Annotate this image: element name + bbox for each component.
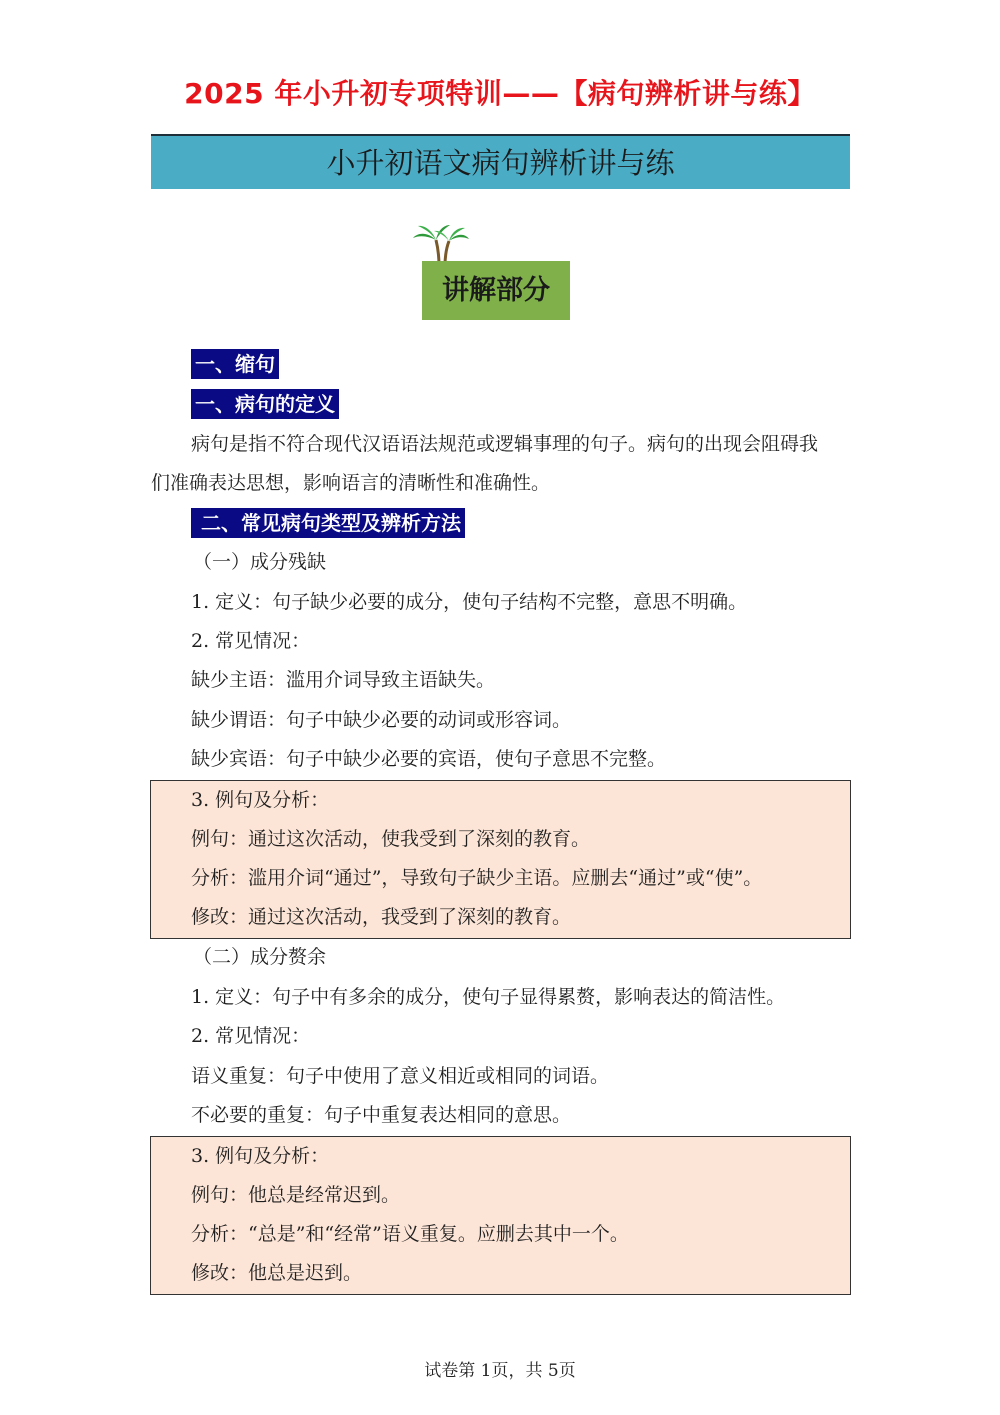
part1-case-2: 缺少谓语：句子中缺少必要的动词或形容词。	[191, 709, 572, 731]
heading-definition: 一、病句的定义	[191, 389, 339, 419]
part2-case-1: 语义重复：句子中使用了意义相近或相同的词语。	[191, 1065, 610, 1087]
definition-line-1: 病句是指不符合现代汉语语法规范或逻辑事理的句子。病句的出现会阻碍我	[191, 433, 819, 455]
part1-title: （一）成分残缺	[193, 551, 327, 573]
part1-cases-label: 2. 常见情况：	[191, 630, 311, 652]
example1-fix: 修改：通过这次活动，我受到了深刻的教育。	[191, 906, 572, 928]
example2-analysis: 分析：“总是”和“经常”语义重复。应删去其中一个。	[191, 1223, 629, 1245]
document-title: 2025 年小升初专项特训——【病句辨析讲与练】	[184, 77, 816, 110]
page-banner: 小升初语文病句辨析讲与练	[151, 134, 850, 189]
example2-label: 3. 例句及分析：	[191, 1145, 330, 1167]
heading-types: 二、常见病句类型及辨析方法	[191, 508, 465, 538]
heading-condense: 一、缩句	[191, 349, 279, 379]
part2-title: （二）成分赘余	[193, 946, 327, 968]
part2-definition: 1. 定义：句子中有多余的成分，使句子显得累赘，影响表达的简洁性。	[191, 986, 786, 1008]
definition-line-2: 们准确表达思想，影响语言的清晰性和准确性。	[151, 472, 551, 494]
page-footer: 试卷第 1页，共 5页	[424, 1361, 576, 1381]
part1-definition: 1. 定义：句子缺少必要的成分，使句子结构不完整，意思不明确。	[191, 591, 748, 613]
example2-fix: 修改：他总是迟到。	[191, 1262, 363, 1284]
part2-case-2: 不必要的重复：句子中重复表达相同的意思。	[191, 1104, 572, 1126]
part1-case-3: 缺少宾语：句子中缺少必要的宾语，使句子意思不完整。	[191, 748, 667, 770]
example1-sentence: 例句：通过这次活动，使我受到了深刻的教育。	[191, 828, 591, 850]
part1-case-1: 缺少主语：滥用介词导致主语缺失。	[191, 669, 496, 691]
example2-sentence: 例句：他总是经常迟到。	[191, 1184, 401, 1206]
example1-analysis: 分析：滥用介词“通过”，导致句子缺少主语。应删去“通过”或“使”。	[191, 867, 763, 889]
palm-tree-icon	[412, 222, 470, 266]
example1-label: 3. 例句及分析：	[191, 789, 330, 811]
part2-cases-label: 2. 常见情况：	[191, 1025, 311, 1047]
section-badge: 讲解部分	[422, 261, 570, 320]
